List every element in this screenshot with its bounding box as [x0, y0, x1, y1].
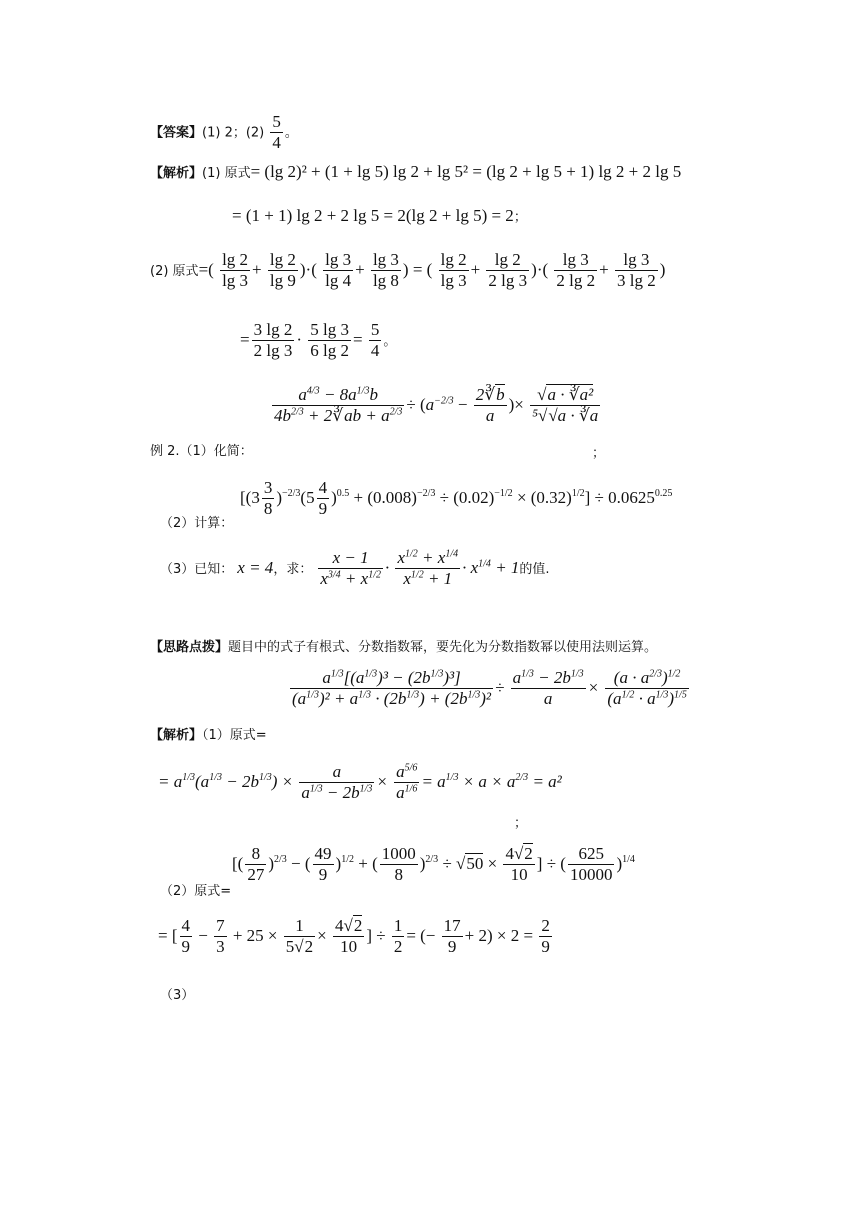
analysis1-equation2: = (1 + 1) lg 2 + 2 lg 5 = 2(lg 2 + lg 5) = 2 [232, 206, 514, 225]
analysis1-label: 【解析】 [150, 166, 203, 181]
analysis2-expr1-result: = $a^{1/3}(a^{1/3} - 2b^{1/3})$ × $\frac{a}{a^{1/3} - 2b^{1/3}}$ × $\frac{a^{5/6}}{a^{1/6}}$ = $a^{1/3} \times a \times a^{2/3} = a^2$ [158, 762, 562, 803]
hint-line [150, 636, 657, 655]
analysis2-expr2: [( $\frac{8}{27}$ )$^{2/3}$ − ( $\frac{49}{9}$ )$^{1/2}$ + ( $\frac{1000}{8}$ )$^{2/3}$ ÷ √50 × $\frac{4√2}{10}$ ] ÷ ( $\frac{625}{10000}$ )$^{1/4}$ [232, 844, 635, 885]
answer-part2: (2) [245, 125, 265, 141]
analysis1-line2 [232, 206, 527, 226]
answer-fraction: $\frac{5}{4}$ [272, 112, 281, 153]
example2-expr1: $\frac{a^{4/3} - 8a^{1/3}b}{4b^{2/3} + 2∛ab + a^{2/3}}$ ÷ ($a^{-2/3}$ − $\frac{2∛b}{a}$ )× $\frac{\text{√a · ∛a²}}{\text{⁵√√a · ∛a}}$ [274, 385, 599, 426]
analysis2-expr2-result: = [ $\frac{4}{9}$ − $\frac{7}{3}$ + 25 × $\frac{1}{5√2}$ × $\frac{4√2}{10}$ ] ÷ $\frac{1}{2}$ = (− $\frac{17}{9}$ + 2) × 2 = $\frac{2}{9}$ [158, 916, 550, 957]
answer-part1: (1) 2； [202, 125, 246, 141]
hint-label: 【思路点拨】 [150, 640, 229, 655]
example2-cond: x = 4 [237, 557, 274, 577]
analysis1-p2-end: 。 [383, 333, 397, 349]
analysis1-p2-prefix: (2) 原式 [150, 263, 199, 279]
example2-expr2: [(3 $\frac{3}{8}$ )$^{-2/3}$(5 $\frac{4}{9}$ )$^{0.5} + (0.008)^{-2/3} \div (0.02)^{-1/2} \times (0.32)^{1/2}] \div 0.0625^{0.25}$ [240, 478, 673, 519]
analysis1-equation1: = (lg 2)² + (1 + lg 5) lg 2 + lg 5² = (lg 2 + lg 5 + 1) lg 2 + 2 lg 5 [250, 162, 682, 181]
answer-label: 【答案】 [150, 125, 203, 141]
analysis2-p1: （1）原式= [202, 728, 267, 743]
example2-label3: （3）已知： [160, 561, 234, 577]
example2-label: 例 2.（1）化简： [150, 444, 253, 459]
example2-part3: （3）已知： x = 4，求： $\frac{x - 1}{x^{3/4} + x^{1/2}}$ · $\frac{x^{1/2} + x^{1/4}}{x^{1/2} + 1}$ · $x^{1/4} + 1$的值. [160, 548, 550, 589]
answer-line [150, 112, 298, 154]
analysis2-label: 【解析】 [150, 728, 203, 743]
example2-tail: 的值. [519, 561, 550, 577]
analysis2-p2: （2）原式= [160, 884, 232, 899]
analysis1-p1-prefix: (1) 原式 [202, 166, 251, 181]
analysis1-line1 [150, 162, 681, 182]
analysis2-expr1: $\frac{a^{1/3}[(a^{1/3})^3 - (2b^{1/3})^3]}{(a^{1/3})^2 + a^{1/3} \cdot (2b^{1/3}) + (2b^{1/3})^2}$ ÷ $\frac{a^{1/3} - 2b^{1/3}}{a}$ × $\frac{(a \cdot a^{2/3})^{1/2}}{(a^{1/2} \cdot a^{1/3})^{1/5}}$ [292, 668, 687, 709]
analysis1-line2-end: ； [513, 210, 527, 225]
analysis1-part2-line2: = $\frac{3 \lg 2}{2 \lg 3}$ · $\frac{5 \lg 3}{6 \lg 2}$ = $\frac{5}{4}$ 。 [240, 320, 397, 361]
example2-ask: ，求： [273, 561, 313, 577]
example2-end1: ； [592, 446, 606, 461]
analysis1-part2-line1: (2) 原式=( $\frac{\lg 2}{\lg 3}$ + $\frac{\lg 2}{\lg 9}$ )·( $\frac{\lg 3}{\lg 4}$ + $\frac{\lg 3}{\lg 8}$ ) = ( $\frac{\lg 2}{\lg 3}$ + $\frac{\lg 2}{2 \lg 3}$ )·( $\frac{\lg 3}{2 \lg 2}$ + $\frac{\lg 3}{3 \lg 2}$ ) [150, 250, 666, 291]
analysis2-semi: ； [514, 816, 528, 831]
hint-text: 题目中的式子有根式、分数指数幂，要先化为分数指数幂以使用法则运算。 [228, 640, 658, 655]
example2-label2: （2）计算： [160, 516, 234, 531]
answer-end: 。 [284, 125, 298, 141]
analysis2-p3: （3） [160, 988, 195, 1003]
analysis2-line2 [160, 880, 231, 899]
analysis2-line1 [150, 724, 267, 743]
